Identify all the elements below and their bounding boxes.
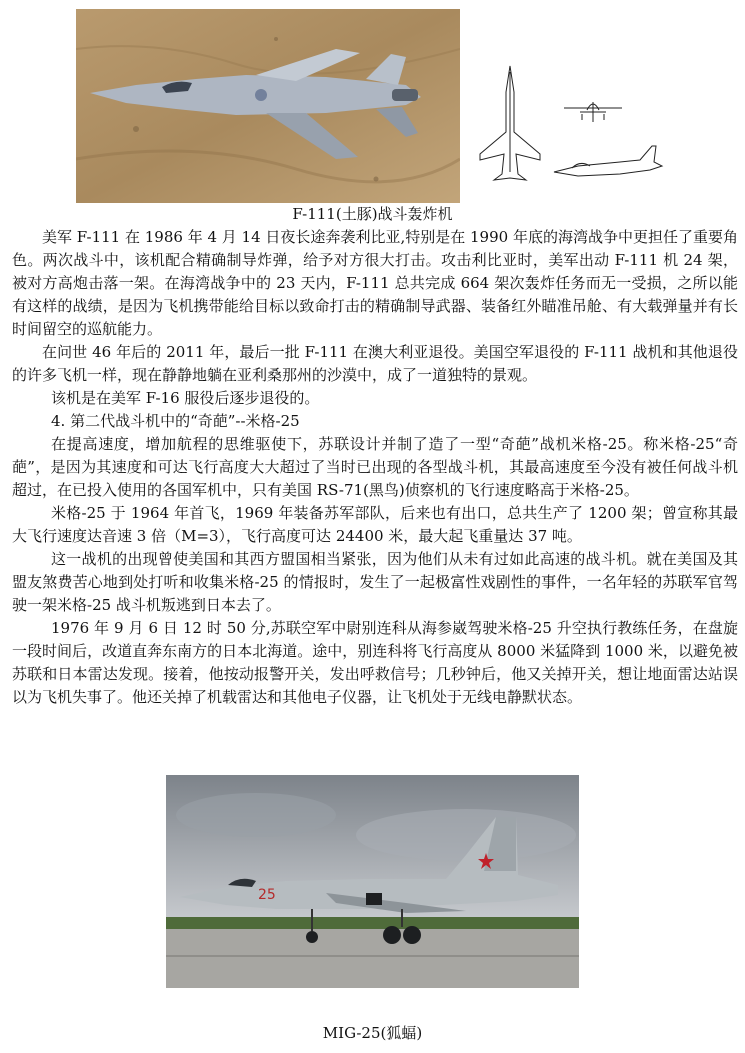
f111-three-view-drawing xyxy=(470,62,675,190)
paragraph-mig25-specs: 米格-25 于 1964 年首飞，1969 年装备苏军部队，后来也有出口，总共生产了 1200 架；曾宣称其最大飞行速度达音速 3 倍（M=3），飞行高度可达 24400 米，最大起飞重量达 37 吨。 xyxy=(12,504,738,545)
figure-caption-mig25: MIG-25(狐蝠) xyxy=(322,1024,423,1042)
paragraph-belenko-flight: 1976 年 9 月 6 日 12 时 50 分,苏联空军中尉别连科从海参崴驾驶米格-25 升空执行教练任务，在盘旋一段时间后，改道直奔东南方的日本北海道。途中，别连科将飞行高度从 8000 米猛降到 1000 米，以避免被苏联和日本雷达发现。接着，他按动报警开关，发出呼救信号；几秒钟后，他又关掉开关，想让地面雷达站误以为飞机失事了。他还关掉了机载雷达和其他电子仪器，让飞机处于无线电静默状态。 xyxy=(12,619,738,706)
paragraph-mig25-intro: 在提高速度，增加航程的思维驱使下，苏联设计并制了造了一型“奇葩”战机米格-25。称米格-25“奇葩”，是因为其速度和可达飞行高度大大超过了当时已出现的各型战斗机，其最高速度至今没有被任何战斗机超过，在已投入使用的各国军机中，只有美国 RS-71(黑鸟)侦察机的飞行速度略高于米格-25。 xyxy=(12,435,738,499)
section-heading-mig25: 4. 第二代战斗机中的“奇葩”--米格-25 xyxy=(51,412,300,430)
mig25-tail-number: 25 xyxy=(258,887,276,903)
paragraph-f16-note: 该机是在美军 F-16 服役后逐步退役的。 xyxy=(51,389,320,407)
article-body-upper xyxy=(12,226,738,709)
mig25-photo xyxy=(166,775,579,988)
f111-photo xyxy=(76,9,460,203)
paragraph-mig25-defection: 这一战机的出现曾使美国和其西方盟国相当紧张，因为他们从未有过如此高速的战斗机。就在美国及其盟友煞费苦心地到处打听和收集米格-25 的情报时，发生了一起极富性戏剧性的事件，一名年轻的苏联军官驾驶一架米格-25 战斗机叛逃到日本去了。 xyxy=(12,550,738,614)
paragraph-f111-history: 美军 F-111 在 1986 年 4 月 14 日夜长途奔袭利比亚,特别是在 1990 年底的海湾战争中更担任了重要角色。两次战斗中，该机配合精确制导炸弹，给予对方很大打击。攻击利比亚时，美军出动 F-111 机 24 架，被对方高炮击落一架。在海湾战争中的 23 天内，F-111 总共完成 664 架次轰炸任务而无一受损，之所以能有这样的战绩，是因为飞机携带能给目标以致命打击的精确制导武器、装备红外瞄准吊舱、有大载弹量并有长时间留空的巡航能力。 xyxy=(12,228,738,338)
paragraph-f111-retirement: 在问世 46 年后的 2011 年，最后一批 F-111 在澳大利亚退役。美国空军退役的 F-111 战机和其他退役的许多飞机一样，现在静静地躺在亚利桑那州的沙漠中，成了一道独特的景观。 xyxy=(12,343,738,384)
figure-caption-f111: F-111(土豚)战斗轰炸机 xyxy=(292,205,453,223)
